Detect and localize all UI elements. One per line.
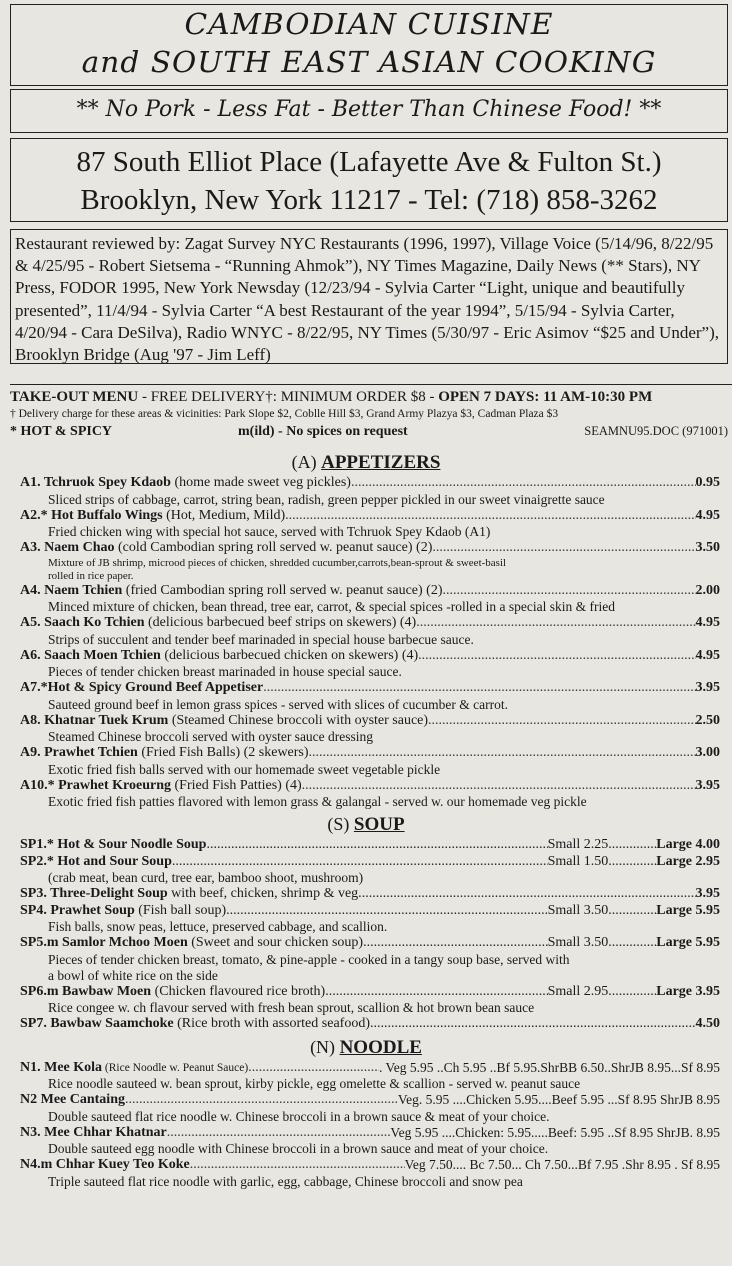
title-box	[10, 4, 728, 86]
item-note: (home made sweet veg pickles)	[170, 475, 351, 490]
item-note: (Sweet and sour chicken soup)	[187, 935, 364, 950]
small-price: Small 2.25	[547, 837, 609, 852]
leader-dots	[370, 1016, 696, 1033]
item-note: (fried Cambodian spring roll served w. peanut sauce) (2)	[122, 582, 443, 598]
address-line-2: Brooklyn, New York 11217 - Tel: (718) 858-3262	[80, 184, 658, 216]
section-heading-appetizers	[0, 450, 732, 475]
item-prices: Veg 5.95 ....Chicken: 5.95.....Beef: 5.95 ..Sf 8.95 ShrJB. 8.95	[390, 1124, 720, 1140]
item-label	[20, 837, 206, 854]
item-row	[20, 540, 720, 557]
item-price: 4.95	[695, 507, 720, 523]
item-price: 2.50	[695, 712, 720, 728]
tagline: ** No Pork - Less Fat - Better Than Chinese Food! **	[10, 89, 728, 133]
title-line-1: CAMBODIAN CUISINE	[184, 7, 554, 41]
menu-item	[20, 1060, 720, 1093]
soup-list	[0, 837, 732, 1033]
item-prices: . Veg 5.95 ..Ch 5.95 ..Bf 5.95.ShrBB 6.50..ShrJB 8.95...Sf 8.95	[378, 1059, 720, 1075]
menu-item	[20, 615, 720, 648]
leader-dots	[608, 837, 656, 854]
item-description: Double sauteed egg noodle with Chinese broccoli in a brown sauce and meat of your choice.	[48, 1141, 549, 1156]
menu-item	[20, 648, 720, 681]
leader-dots	[309, 745, 696, 762]
item-note: (delicious barbecued beef strips on skewers) (4)	[144, 615, 417, 630]
small-price: Small 1.50	[547, 853, 609, 869]
takeout-line-1	[10, 388, 732, 407]
leader-dots	[125, 1092, 398, 1109]
item-description: Minced mixture of chicken, bean thread, tree ear, carrot, & special spices -rolled in a special skin & fried	[48, 599, 615, 614]
item-row	[20, 1016, 720, 1033]
leader-dots	[608, 903, 656, 920]
section-name: APPETIZERS	[321, 452, 441, 473]
leader-dots	[325, 984, 547, 1001]
leader-dots	[302, 778, 696, 795]
large-price: Large 5.95	[656, 935, 720, 950]
item-description: Exotic fried fish patties flavored with lemon grass & galangal - served w. our homemade veg pickle	[48, 794, 587, 809]
item-description: Sliced strips of cabbage, carrot, string bean, radish, green pepper pickled in our sweet vinaigrette sauce	[48, 491, 605, 507]
item-row	[20, 903, 720, 920]
leader-dots	[248, 1060, 379, 1077]
item-price: 3.95	[695, 777, 720, 793]
takeout-hours: OPEN 7 DAYS: 11 AM-10:30 PM	[438, 389, 653, 405]
item-price: 4.95	[695, 647, 720, 663]
item-row	[20, 854, 720, 871]
menu-item	[20, 1092, 720, 1125]
item-row	[20, 583, 720, 600]
item-price: 2.00	[695, 582, 720, 598]
large-price: Large 5.95	[656, 902, 720, 918]
item-name: A10.* Prawhet Kroeurng	[20, 777, 171, 793]
section-name: SOUP	[353, 814, 405, 835]
reviews-box	[10, 229, 728, 364]
item-label	[20, 1125, 167, 1142]
section-heading-soup	[0, 812, 732, 837]
address-line-1: 87 South Elliot Place (Lafayette Ave & Fulton St.)	[76, 146, 662, 178]
section-name: NOODLE	[339, 1036, 422, 1058]
appetizers-list	[0, 475, 732, 810]
large-price: Large 4.00	[656, 837, 720, 852]
leader-dots	[363, 935, 547, 952]
item-row	[20, 1125, 720, 1142]
small-price: Small 2.95	[547, 983, 609, 999]
leader-dots	[428, 713, 695, 730]
item-price: 3.95	[695, 680, 720, 695]
leader-dots	[263, 680, 695, 697]
item-label	[20, 1092, 125, 1109]
item-name: A8. Khatnar Tuek Krum	[20, 712, 169, 728]
item-description: (crab meat, bean curd, tree ear, bamboo shoot, mushroom)	[48, 870, 364, 885]
item-note: with beef, chicken, shrimp & veg.	[167, 886, 362, 901]
item-row	[20, 1157, 720, 1174]
address-box	[10, 138, 728, 222]
small-price: Small 3.50	[547, 935, 609, 950]
item-description: Rice noodle sauteed w. bean sprout, kirby pickle, egg omelette & scallion - served w. peanut sauce	[48, 1076, 581, 1091]
item-label	[20, 540, 432, 557]
item-note: (Hot, Medium, Mild)	[162, 507, 286, 523]
section-prefix: (A)	[291, 452, 317, 472]
item-label	[20, 854, 172, 871]
item-description: Fried chicken wing with special hot sauce, served with Tchruok Spey Kdaob (A1)	[48, 524, 491, 539]
large-price: Large 2.95	[656, 853, 720, 869]
item-description: Exotic fried fish balls served with our homemade sweet vegetable pickle	[48, 761, 441, 777]
small-price: Small 3.50	[547, 902, 609, 918]
leader-dots	[190, 1157, 405, 1174]
item-prices: Veg 7.50.... Bc 7.50... Ch 7.50...Bf 7.95 .Shr 8.95 . Sf 8.95	[404, 1157, 720, 1172]
item-description-2: a bowl of white rice on the side	[48, 967, 218, 983]
item-label	[20, 615, 416, 632]
item-label	[20, 935, 363, 952]
item-description: Sauteed ground beef in lemon grass spices - served with slices of cucumber & carrot.	[48, 696, 508, 712]
item-description: Double sauteed flat rice noodle w. Chinese broccoli in a brown sauce & meat of your choice.	[48, 1108, 550, 1124]
item-description: Triple sauteed flat rice noodle with garlic, egg, cabbage, Chinese broccoli and snow pea	[48, 1173, 523, 1189]
item-row	[20, 935, 720, 952]
reviews-text: Restaurant reviewed by: Zagat Survey NYC Restaurants (1996, 1997), Village Voice (5/14/96, 8/22/95 & 4/25/95 - Robert Sietsema - “Running Ahmok”), NY Times Magazine, Daily News (** Stars), NY Press, FODOR 1995, New York Newsday (12/23/94 - Sylvia Carter “Light, unique and beautifully presented”, 11/4/94 - Sylvia Carter “A best Restaurant of the year 1994”, 5/15/94 - Sylvia Carter, 4/20/94 - Cara DeSilva), Radio WNYC - 8/22/95, NY Times (5/30/97 - Eric Asimov “$25 and Under”), Brooklyn Bridge (Aug '97 - Jim Leff)	[15, 234, 719, 365]
item-row	[20, 745, 720, 762]
menu-item	[20, 745, 720, 778]
leader-dots	[351, 475, 696, 492]
item-label	[20, 984, 325, 1001]
item-name: SP3. Three-Delight Soup	[20, 886, 168, 901]
title-line-2: and SOUTH EAST ASIAN COOKING	[81, 45, 657, 79]
leader-dots	[172, 854, 548, 871]
leader-dots	[167, 1125, 391, 1142]
item-label	[20, 680, 263, 697]
item-price: 4.95	[695, 615, 720, 630]
item-row	[20, 886, 720, 903]
menu-item	[20, 837, 720, 854]
item-row	[20, 984, 720, 1001]
item-prices: Veg. 5.95 ....Chicken 5.95....Beef 5.95 ...Sf 8.95 ShrJB 8.95	[397, 1092, 720, 1107]
item-label	[20, 1060, 248, 1077]
item-label	[20, 778, 302, 795]
section-prefix: (S)	[327, 814, 350, 834]
item-note: (Rice broth with assorted seafood)	[173, 1016, 370, 1031]
item-note: (cold Cambodian spring roll served w. peanut sauce) (2)	[114, 540, 433, 555]
item-note: (Rice Noodle w. Peanut Sauce)	[102, 1061, 249, 1074]
item-description: Strips of succulent and tender beef marinaded in special house barbecue sauce.	[48, 631, 474, 647]
item-name: A1. Tchruok Spey Kdaob	[20, 475, 171, 490]
large-price: 3.95	[695, 886, 720, 901]
item-name: A7.*Hot & Spicy Ground Beef Appetiser	[20, 680, 264, 695]
item-description: Pieces of tender chicken breast marinaded in house special sauce.	[48, 664, 402, 679]
item-label	[20, 713, 428, 730]
leader-dots	[608, 935, 656, 952]
section-prefix: (N)	[310, 1036, 336, 1057]
item-name: A2.* Hot Buffalo Wings	[20, 507, 163, 523]
item-description-2: rolled in rice paper.	[48, 569, 134, 582]
takeout-header	[10, 384, 732, 446]
menu-item	[20, 984, 720, 1017]
item-note: (Chicken flavoured rice broth)	[151, 983, 326, 999]
menu-item	[20, 1157, 720, 1190]
item-description: Fish balls, snow peas, lettuce, preserved cabbage, and scallion.	[48, 919, 388, 934]
leader-dots	[443, 583, 696, 600]
item-note: (Fried Fish Balls) (2 skewers)	[137, 745, 309, 760]
item-row	[20, 680, 720, 697]
menu-item	[20, 1125, 720, 1158]
item-description: Rice congee w. ch flavour served with fresh bean sprout, scallion & hot brown bean sauce	[48, 1000, 535, 1015]
item-row	[20, 648, 720, 665]
leader-dots	[206, 837, 547, 854]
item-description: Steamed Chinese broccoli served with oyster sauce dressing	[48, 729, 374, 744]
leader-dots	[416, 615, 695, 632]
menu-item	[20, 475, 720, 508]
menu-item	[20, 680, 720, 713]
takeout-line-3	[10, 422, 732, 441]
menu-item	[20, 1016, 720, 1033]
item-row	[20, 1092, 720, 1109]
item-description: Pieces of tender chicken breast, tomato, & pine-apple - cooked in a tangy soup base, served with	[48, 951, 570, 967]
leader-dots	[226, 903, 547, 920]
item-name: SP4. Prawhet Soup	[20, 902, 135, 918]
menu-item	[20, 886, 720, 903]
item-name: SP2.* Hot and Sour Soup	[20, 853, 172, 869]
item-name: A9. Prawhet Tchien	[20, 745, 138, 760]
item-name: SP7. Bawbaw Saamchoke	[20, 1016, 174, 1031]
item-note: (delicious barbecued chicken on skewers) (4)	[160, 647, 419, 663]
item-row	[20, 837, 720, 854]
large-price: 4.50	[695, 1016, 720, 1031]
item-name: SP5.m Samlor Mchoo Moen	[20, 935, 188, 950]
takeout-delivery: - FREE DELIVERY†: MINIMUM ORDER $8 -	[138, 389, 439, 405]
leader-dots	[418, 648, 695, 665]
item-row	[20, 475, 720, 492]
item-row	[20, 778, 720, 795]
item-label	[20, 583, 443, 600]
item-label	[20, 648, 418, 665]
item-label	[20, 745, 309, 762]
item-row	[20, 713, 720, 730]
leader-dots	[432, 540, 695, 557]
item-label	[20, 886, 362, 903]
item-description: Mixture of JB shrimp, microod pieces of chicken, shredded cucumber,carrots,bean-sprout & sweet-basil	[48, 556, 507, 569]
item-label	[20, 1016, 370, 1033]
item-note: (Steamed Chinese broccoli with oyster sauce)	[168, 712, 429, 728]
item-row	[20, 1060, 720, 1077]
menu-item	[20, 854, 720, 887]
item-name: N2 Mee Cantaing	[20, 1092, 125, 1107]
item-price: 3.50	[695, 540, 720, 555]
item-name: N1. Mee Kola	[20, 1059, 103, 1075]
leader-dots	[285, 508, 695, 525]
item-name: SP6.m Bawbaw Moen	[20, 983, 152, 999]
item-name: A5. Saach Ko Tchien	[20, 615, 145, 630]
menu-item	[20, 508, 720, 541]
item-note: (Fish ball soup)	[134, 902, 227, 918]
hot-spicy-legend: * HOT & SPICY	[10, 424, 113, 439]
menu-item	[20, 713, 720, 746]
leader-dots	[608, 854, 656, 871]
item-name: N4.m Chhar Kuey Teo Koke	[20, 1157, 190, 1172]
menu-body	[0, 448, 732, 1190]
item-row	[20, 615, 720, 632]
noodle-list	[0, 1060, 732, 1190]
item-label	[20, 475, 351, 492]
item-name: A4. Naem Tchien	[20, 582, 123, 598]
item-name: N3. Mee Chhar Khatnar	[20, 1124, 167, 1140]
menu-item	[20, 903, 720, 936]
menu-item	[20, 935, 720, 984]
menu-item	[20, 583, 720, 616]
item-note: (Fried Fish Patties) (4)	[171, 777, 302, 793]
menu-item	[20, 778, 720, 811]
section-heading-noodle	[0, 1035, 732, 1060]
item-name: A6. Saach Moen Tchien	[20, 647, 161, 663]
doc-id: SEAMNU95.DOC (971001)	[584, 424, 728, 438]
takeout-label: TAKE-OUT MENU	[10, 389, 139, 405]
item-row	[20, 508, 720, 525]
item-name: SP1.* Hot & Sour Noodle Soup	[20, 837, 207, 852]
item-price: 3.00	[695, 745, 720, 760]
item-label	[20, 903, 226, 920]
item-label	[20, 508, 285, 525]
mild-legend: m(ild) - No spices on request	[238, 424, 408, 439]
leader-dots	[362, 886, 696, 903]
large-price: Large 3.95	[656, 983, 720, 999]
item-name: A3. Naem Chao	[20, 540, 115, 555]
item-price: 0.95	[695, 475, 720, 490]
item-label	[20, 1157, 190, 1174]
delivery-note: † Delivery charge for these areas & vicinities: Park Slope $2, Coblle Hill $3, Grand Army Plazya $3, Cadman Plaza $3	[10, 408, 559, 420]
menu-item	[20, 540, 720, 583]
leader-dots	[608, 984, 656, 1001]
